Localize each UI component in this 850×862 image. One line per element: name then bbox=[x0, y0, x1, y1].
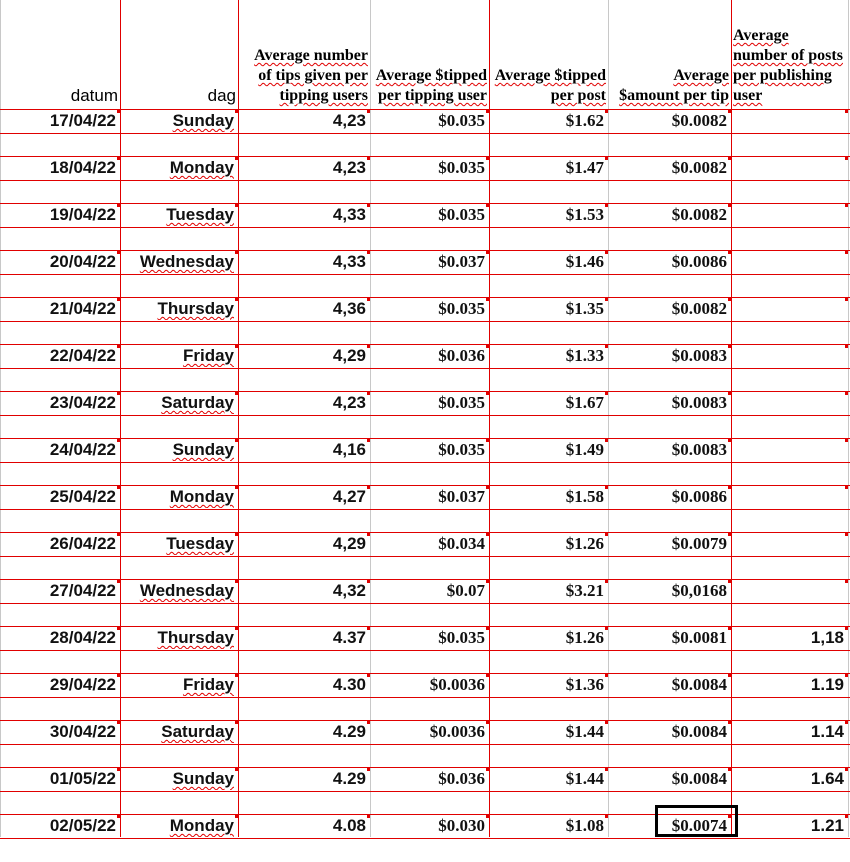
comment-marker bbox=[728, 768, 731, 771]
cell-posts-per-user[interactable] bbox=[733, 580, 844, 602]
cell-amount-per-tip[interactable]: $0.0086 bbox=[671, 252, 727, 271]
cell-dag[interactable]: Wednesday bbox=[139, 581, 234, 600]
cell-tips-per-user[interactable]: 4,23 bbox=[332, 111, 366, 130]
cell-posts-per-user[interactable] bbox=[733, 204, 844, 226]
header-tipped-per-post[interactable] bbox=[489, 0, 608, 108]
comment-marker bbox=[605, 345, 608, 348]
cell-posts-per-user[interactable]: 1.19 bbox=[810, 675, 844, 694]
comment-marker bbox=[486, 768, 489, 771]
comment-marker bbox=[117, 157, 120, 160]
cell-dag[interactable]: Sunday bbox=[172, 111, 234, 130]
header-posts-per-user-label: Average number of posts per publishing user bbox=[733, 27, 843, 104]
comment-marker bbox=[117, 345, 120, 348]
header-tips-per-user-label: Average number of tips given per tipping users bbox=[254, 47, 368, 104]
row-divider bbox=[0, 462, 850, 463]
table-row bbox=[0, 109, 850, 157]
comment-marker bbox=[728, 439, 731, 442]
comment-marker bbox=[486, 533, 489, 536]
cell-datum[interactable]: 28/04/22 bbox=[49, 628, 116, 647]
cell-dag[interactable]: Friday bbox=[182, 346, 234, 365]
comment-marker bbox=[235, 345, 238, 348]
comment-marker bbox=[367, 345, 370, 348]
table-row bbox=[0, 297, 850, 345]
comment-marker bbox=[367, 251, 370, 254]
header-tipped-per-user-label: Average $tipped per tipping user bbox=[375, 67, 487, 104]
row-divider bbox=[0, 838, 850, 839]
comment-marker bbox=[235, 439, 238, 442]
cell-tipped-per-post[interactable]: $3.21 bbox=[565, 581, 604, 600]
cell-posts-per-user[interactable]: 1,18 bbox=[810, 628, 844, 647]
cell-tipped-per-user[interactable]: $0.036 bbox=[438, 769, 485, 788]
cell-tipped-per-post[interactable]: $1.46 bbox=[565, 252, 604, 271]
cell-dag[interactable]: Monday bbox=[169, 487, 234, 506]
comment-marker bbox=[367, 157, 370, 160]
cell-amount-per-tip[interactable]: $0.0081 bbox=[671, 628, 727, 647]
cell-dag[interactable]: Tuesday bbox=[166, 205, 234, 224]
cell-tipped-per-user[interactable]: $0.035 bbox=[438, 440, 485, 459]
header-posts-per-user[interactable] bbox=[731, 0, 848, 108]
cell-tipped-per-user[interactable]: $0.037 bbox=[438, 252, 485, 271]
row-divider bbox=[0, 415, 850, 416]
comment-marker bbox=[605, 533, 608, 536]
cell-tipped-per-post[interactable]: $1.44 bbox=[565, 722, 604, 741]
cell-dag[interactable]: Friday bbox=[182, 675, 234, 694]
cell-amount-per-tip[interactable]: $0.0082 bbox=[671, 158, 727, 177]
comment-marker bbox=[728, 110, 731, 113]
comment-marker bbox=[117, 486, 120, 489]
row-divider bbox=[0, 603, 850, 604]
comment-marker bbox=[235, 392, 238, 395]
comment-marker bbox=[486, 815, 489, 818]
cell-posts-per-user[interactable] bbox=[733, 251, 844, 273]
cell-amount-per-tip[interactable]: $0.0079 bbox=[671, 534, 727, 553]
comment-marker bbox=[845, 298, 848, 301]
comment-marker bbox=[605, 439, 608, 442]
header-dag-label: dag bbox=[207, 86, 236, 105]
cell-tipped-per-post[interactable]: $1.26 bbox=[565, 628, 604, 647]
comment-marker bbox=[605, 580, 608, 583]
comment-marker bbox=[605, 251, 608, 254]
comment-marker bbox=[845, 580, 848, 583]
comment-marker bbox=[845, 486, 848, 489]
comment-marker bbox=[845, 251, 848, 254]
cell-tips-per-user[interactable]: 4,23 bbox=[332, 393, 366, 412]
header-amount-per-tip-label: Average $amount per tip bbox=[619, 67, 729, 104]
comment-marker bbox=[605, 392, 608, 395]
comment-marker bbox=[728, 251, 731, 254]
comment-marker bbox=[367, 439, 370, 442]
cell-posts-per-user[interactable] bbox=[733, 533, 844, 555]
cell-tipped-per-post[interactable]: $1.26 bbox=[565, 534, 604, 553]
comment-marker bbox=[728, 204, 731, 207]
cell-dag[interactable]: Tuesday bbox=[166, 534, 234, 553]
row-divider bbox=[0, 650, 850, 651]
comment-marker bbox=[845, 204, 848, 207]
cell-tipped-per-post[interactable]: $1.08 bbox=[565, 816, 604, 835]
cell-amount-per-tip[interactable]: $0.0084 bbox=[671, 722, 727, 741]
cell-tipped-per-post[interactable]: $1.58 bbox=[565, 487, 604, 506]
comment-marker bbox=[117, 392, 120, 395]
cell-tipped-per-user[interactable]: $0.035 bbox=[438, 205, 485, 224]
comment-marker bbox=[728, 298, 731, 301]
cell-amount-per-tip[interactable]: $0.0082 bbox=[671, 111, 727, 130]
comment-marker bbox=[486, 204, 489, 207]
cell-posts-per-user[interactable]: 1.21 bbox=[810, 816, 844, 835]
header-datum-label: datum bbox=[70, 86, 118, 105]
row-divider bbox=[0, 274, 850, 275]
comment-marker bbox=[728, 157, 731, 160]
cell-tipped-per-post[interactable]: $1.35 bbox=[565, 299, 604, 318]
cell-tips-per-user[interactable]: 4.37 bbox=[332, 628, 366, 647]
table-row bbox=[0, 579, 850, 627]
cell-tipped-per-user[interactable]: $0.036 bbox=[438, 346, 485, 365]
comment-marker bbox=[845, 674, 848, 677]
cell-datum[interactable]: 22/04/22 bbox=[49, 346, 116, 365]
cell-tipped-per-post[interactable]: $1.67 bbox=[565, 393, 604, 412]
cell-tips-per-user[interactable]: 4,32 bbox=[332, 581, 366, 600]
comment-marker bbox=[605, 157, 608, 160]
comment-marker bbox=[728, 627, 731, 630]
comment-marker bbox=[605, 674, 608, 677]
comment-marker bbox=[486, 157, 489, 160]
comment-marker bbox=[728, 392, 731, 395]
comment-marker bbox=[235, 157, 238, 160]
comment-marker bbox=[367, 204, 370, 207]
comment-marker bbox=[235, 815, 238, 818]
comment-marker bbox=[845, 439, 848, 442]
comment-marker bbox=[367, 721, 370, 724]
cell-datum[interactable]: 25/04/22 bbox=[49, 487, 116, 506]
cell-datum[interactable]: 18/04/22 bbox=[49, 158, 116, 177]
row-divider bbox=[0, 744, 850, 745]
cell-tipped-per-post[interactable]: $1.47 bbox=[565, 158, 604, 177]
cell-dag[interactable]: Wednesday bbox=[139, 252, 234, 271]
header-tipped-per-user[interactable] bbox=[370, 0, 489, 108]
cell-tipped-per-post[interactable]: $1.33 bbox=[565, 346, 604, 365]
cell-datum[interactable]: 19/04/22 bbox=[49, 205, 116, 224]
cell-dag[interactable]: Monday bbox=[169, 816, 234, 835]
comment-marker bbox=[235, 251, 238, 254]
cell-dag[interactable]: Saturday bbox=[161, 393, 234, 412]
comment-marker bbox=[367, 533, 370, 536]
cell-datum[interactable]: 29/04/22 bbox=[49, 675, 116, 694]
cell-tips-per-user[interactable]: 4,27 bbox=[332, 487, 366, 506]
table-row bbox=[0, 485, 850, 533]
comment-marker bbox=[235, 627, 238, 630]
table-row bbox=[0, 250, 850, 298]
comment-marker bbox=[728, 721, 731, 724]
comment-marker bbox=[367, 298, 370, 301]
cell-datum[interactable]: 30/04/22 bbox=[49, 722, 116, 741]
comment-marker bbox=[845, 721, 848, 724]
comment-marker bbox=[117, 768, 120, 771]
comment-marker bbox=[367, 486, 370, 489]
row-divider bbox=[0, 791, 850, 792]
cell-tipped-per-user[interactable]: $0.035 bbox=[438, 158, 485, 177]
comment-marker bbox=[845, 768, 848, 771]
table-row bbox=[0, 391, 850, 439]
comment-marker bbox=[235, 533, 238, 536]
cell-datum[interactable]: 27/04/22 bbox=[49, 581, 116, 600]
cell-datum[interactable]: 02/05/22 bbox=[49, 816, 116, 835]
comment-marker bbox=[117, 439, 120, 442]
cell-tipped-per-user[interactable]: $0.07 bbox=[446, 581, 485, 600]
comment-marker bbox=[486, 251, 489, 254]
comment-marker bbox=[845, 815, 848, 818]
row-divider bbox=[0, 509, 850, 510]
comment-marker bbox=[367, 580, 370, 583]
cell-tips-per-user[interactable]: 4,33 bbox=[332, 205, 366, 224]
comment-marker bbox=[845, 392, 848, 395]
comment-marker bbox=[845, 345, 848, 348]
comment-marker bbox=[117, 580, 120, 583]
cell-amount-per-tip[interactable]: $0.0084 bbox=[671, 675, 727, 694]
cell-amount-per-tip[interactable]: $0.0083 bbox=[671, 393, 727, 412]
cell-posts-per-user[interactable]: 1.14 bbox=[810, 722, 844, 741]
cell-posts-per-user[interactable] bbox=[733, 392, 844, 414]
cell-tipped-per-user[interactable]: $0.035 bbox=[438, 299, 485, 318]
cell-tips-per-user[interactable]: 4.29 bbox=[332, 769, 366, 788]
comment-marker bbox=[605, 110, 608, 113]
comment-marker bbox=[845, 627, 848, 630]
cell-tipped-per-user[interactable]: $0.035 bbox=[438, 393, 485, 412]
cell-amount-per-tip[interactable]: $0.0083 bbox=[671, 440, 727, 459]
table-row bbox=[0, 203, 850, 251]
comment-marker bbox=[845, 110, 848, 113]
comment-marker bbox=[486, 110, 489, 113]
cell-datum[interactable]: 21/04/22 bbox=[49, 299, 116, 318]
cell-posts-per-user[interactable] bbox=[733, 157, 844, 179]
comment-marker bbox=[486, 486, 489, 489]
cell-amount-per-tip[interactable]: $0,0168 bbox=[671, 581, 727, 600]
table-row bbox=[0, 344, 850, 392]
cell-tips-per-user[interactable]: 4,23 bbox=[332, 158, 366, 177]
header-amount-per-tip[interactable] bbox=[608, 0, 731, 108]
cell-posts-per-user[interactable] bbox=[733, 298, 844, 320]
cell-tips-per-user[interactable]: 4,29 bbox=[332, 346, 366, 365]
comment-marker bbox=[117, 110, 120, 113]
cell-tipped-per-user[interactable]: $0.035 bbox=[438, 628, 485, 647]
cell-tips-per-user[interactable]: 4,16 bbox=[332, 440, 366, 459]
comment-marker bbox=[605, 815, 608, 818]
cell-tipped-per-user[interactable]: $0.034 bbox=[438, 534, 485, 553]
row-divider bbox=[0, 368, 850, 369]
cell-datum[interactable]: 20/04/22 bbox=[49, 252, 116, 271]
comment-marker bbox=[605, 486, 608, 489]
comment-marker bbox=[486, 439, 489, 442]
comment-marker bbox=[235, 110, 238, 113]
cell-posts-per-user[interactable] bbox=[733, 110, 844, 132]
cell-dag[interactable]: Thursday bbox=[157, 628, 234, 647]
cell-tipped-per-user[interactable]: $0.0036 bbox=[429, 675, 485, 694]
comment-marker bbox=[486, 345, 489, 348]
comment-marker bbox=[728, 533, 731, 536]
comment-marker bbox=[235, 768, 238, 771]
row-divider bbox=[0, 697, 850, 698]
comment-marker bbox=[367, 674, 370, 677]
cell-dag[interactable]: Monday bbox=[169, 158, 234, 177]
comment-marker bbox=[728, 486, 731, 489]
comment-marker bbox=[117, 298, 120, 301]
comment-marker bbox=[728, 580, 731, 583]
comment-marker bbox=[235, 486, 238, 489]
comment-marker bbox=[367, 768, 370, 771]
comment-marker bbox=[235, 674, 238, 677]
cell-amount-per-tip[interactable]: $0.0086 bbox=[671, 487, 727, 506]
cell-tipped-per-post[interactable]: $1.53 bbox=[565, 205, 604, 224]
comment-marker bbox=[845, 533, 848, 536]
cell-tips-per-user[interactable]: 4.29 bbox=[332, 722, 366, 741]
cell-tipped-per-post[interactable]: $1.36 bbox=[565, 675, 604, 694]
comment-marker bbox=[117, 204, 120, 207]
cell-dag[interactable]: Sunday bbox=[172, 769, 234, 788]
comment-marker bbox=[605, 627, 608, 630]
cell-amount-per-tip[interactable]: $0.0084 bbox=[671, 769, 727, 788]
comment-marker bbox=[845, 157, 848, 160]
comment-marker bbox=[117, 251, 120, 254]
row-divider bbox=[0, 133, 850, 134]
cell-tipped-per-user[interactable]: $0.035 bbox=[438, 111, 485, 130]
cell-amount-per-tip[interactable]: $0.0082 bbox=[671, 205, 727, 224]
cell-datum[interactable]: 01/05/22 bbox=[49, 769, 116, 788]
table-row bbox=[0, 156, 850, 204]
comment-marker bbox=[367, 110, 370, 113]
comment-marker bbox=[605, 721, 608, 724]
comment-marker bbox=[117, 674, 120, 677]
comment-marker bbox=[117, 533, 120, 536]
comment-marker bbox=[235, 580, 238, 583]
cell-dag[interactable]: Saturday bbox=[161, 722, 234, 741]
comment-marker bbox=[367, 815, 370, 818]
table-row bbox=[0, 673, 850, 721]
cell-dag[interactable]: Sunday bbox=[172, 440, 234, 459]
cell-tipped-per-post[interactable]: $1.49 bbox=[565, 440, 604, 459]
cell-amount-per-tip[interactable]: $0.0074 bbox=[671, 816, 727, 835]
comment-marker bbox=[117, 627, 120, 630]
cell-dag[interactable]: Thursday bbox=[157, 299, 234, 318]
cell-datum[interactable]: 26/04/22 bbox=[49, 534, 116, 553]
comment-marker bbox=[605, 768, 608, 771]
comment-marker bbox=[235, 298, 238, 301]
cell-amount-per-tip[interactable]: $0.0082 bbox=[671, 299, 727, 318]
cell-tips-per-user[interactable]: 4,33 bbox=[332, 252, 366, 271]
header-datum[interactable] bbox=[0, 0, 120, 108]
comment-marker bbox=[117, 815, 120, 818]
cell-tipped-per-post[interactable]: $1.44 bbox=[565, 769, 604, 788]
comment-marker bbox=[367, 627, 370, 630]
cell-amount-per-tip[interactable]: $0.0083 bbox=[671, 346, 727, 365]
header-tips-per-user[interactable] bbox=[238, 0, 370, 108]
cell-posts-per-user[interactable] bbox=[733, 439, 844, 461]
table-row bbox=[0, 438, 850, 486]
cell-tips-per-user[interactable]: 4.08 bbox=[332, 816, 366, 835]
cell-datum[interactable]: 23/04/22 bbox=[49, 393, 116, 412]
cell-posts-per-user[interactable] bbox=[733, 486, 844, 508]
table-row bbox=[0, 720, 850, 768]
cell-tipped-per-user[interactable]: $0.037 bbox=[438, 487, 485, 506]
cell-datum[interactable]: 24/04/22 bbox=[49, 440, 116, 459]
comment-marker bbox=[486, 627, 489, 630]
comment-marker bbox=[486, 580, 489, 583]
row-divider bbox=[0, 227, 850, 228]
header-tipped-per-post-label: Average $tipped per post bbox=[494, 67, 606, 104]
cell-tips-per-user[interactable]: 4,29 bbox=[332, 534, 366, 553]
comment-marker bbox=[486, 674, 489, 677]
comment-marker bbox=[117, 721, 120, 724]
cell-datum[interactable]: 17/04/22 bbox=[49, 111, 116, 130]
header-dag[interactable] bbox=[120, 0, 238, 108]
comment-marker bbox=[728, 674, 731, 677]
cell-tips-per-user[interactable]: 4,36 bbox=[332, 299, 366, 318]
cell-posts-per-user[interactable] bbox=[733, 345, 844, 367]
cell-tipped-per-user[interactable]: $0.030 bbox=[438, 816, 485, 835]
table-row bbox=[0, 532, 850, 580]
row-divider bbox=[0, 321, 850, 322]
comment-marker bbox=[728, 345, 731, 348]
comment-marker bbox=[235, 204, 238, 207]
comment-marker bbox=[486, 298, 489, 301]
comment-marker bbox=[235, 721, 238, 724]
comment-marker bbox=[605, 298, 608, 301]
cell-tipped-per-post[interactable]: $1.62 bbox=[565, 111, 604, 130]
row-divider bbox=[0, 180, 850, 181]
cell-tipped-per-user[interactable]: $0.0036 bbox=[429, 722, 485, 741]
comment-marker bbox=[486, 392, 489, 395]
row-divider bbox=[0, 556, 850, 557]
selected-cell-outline bbox=[655, 805, 738, 837]
comment-marker bbox=[486, 721, 489, 724]
cell-tips-per-user[interactable]: 4.30 bbox=[332, 675, 366, 694]
cell-posts-per-user[interactable]: 1.64 bbox=[810, 769, 844, 788]
comment-marker bbox=[367, 392, 370, 395]
table-row bbox=[0, 626, 850, 674]
comment-marker bbox=[605, 204, 608, 207]
